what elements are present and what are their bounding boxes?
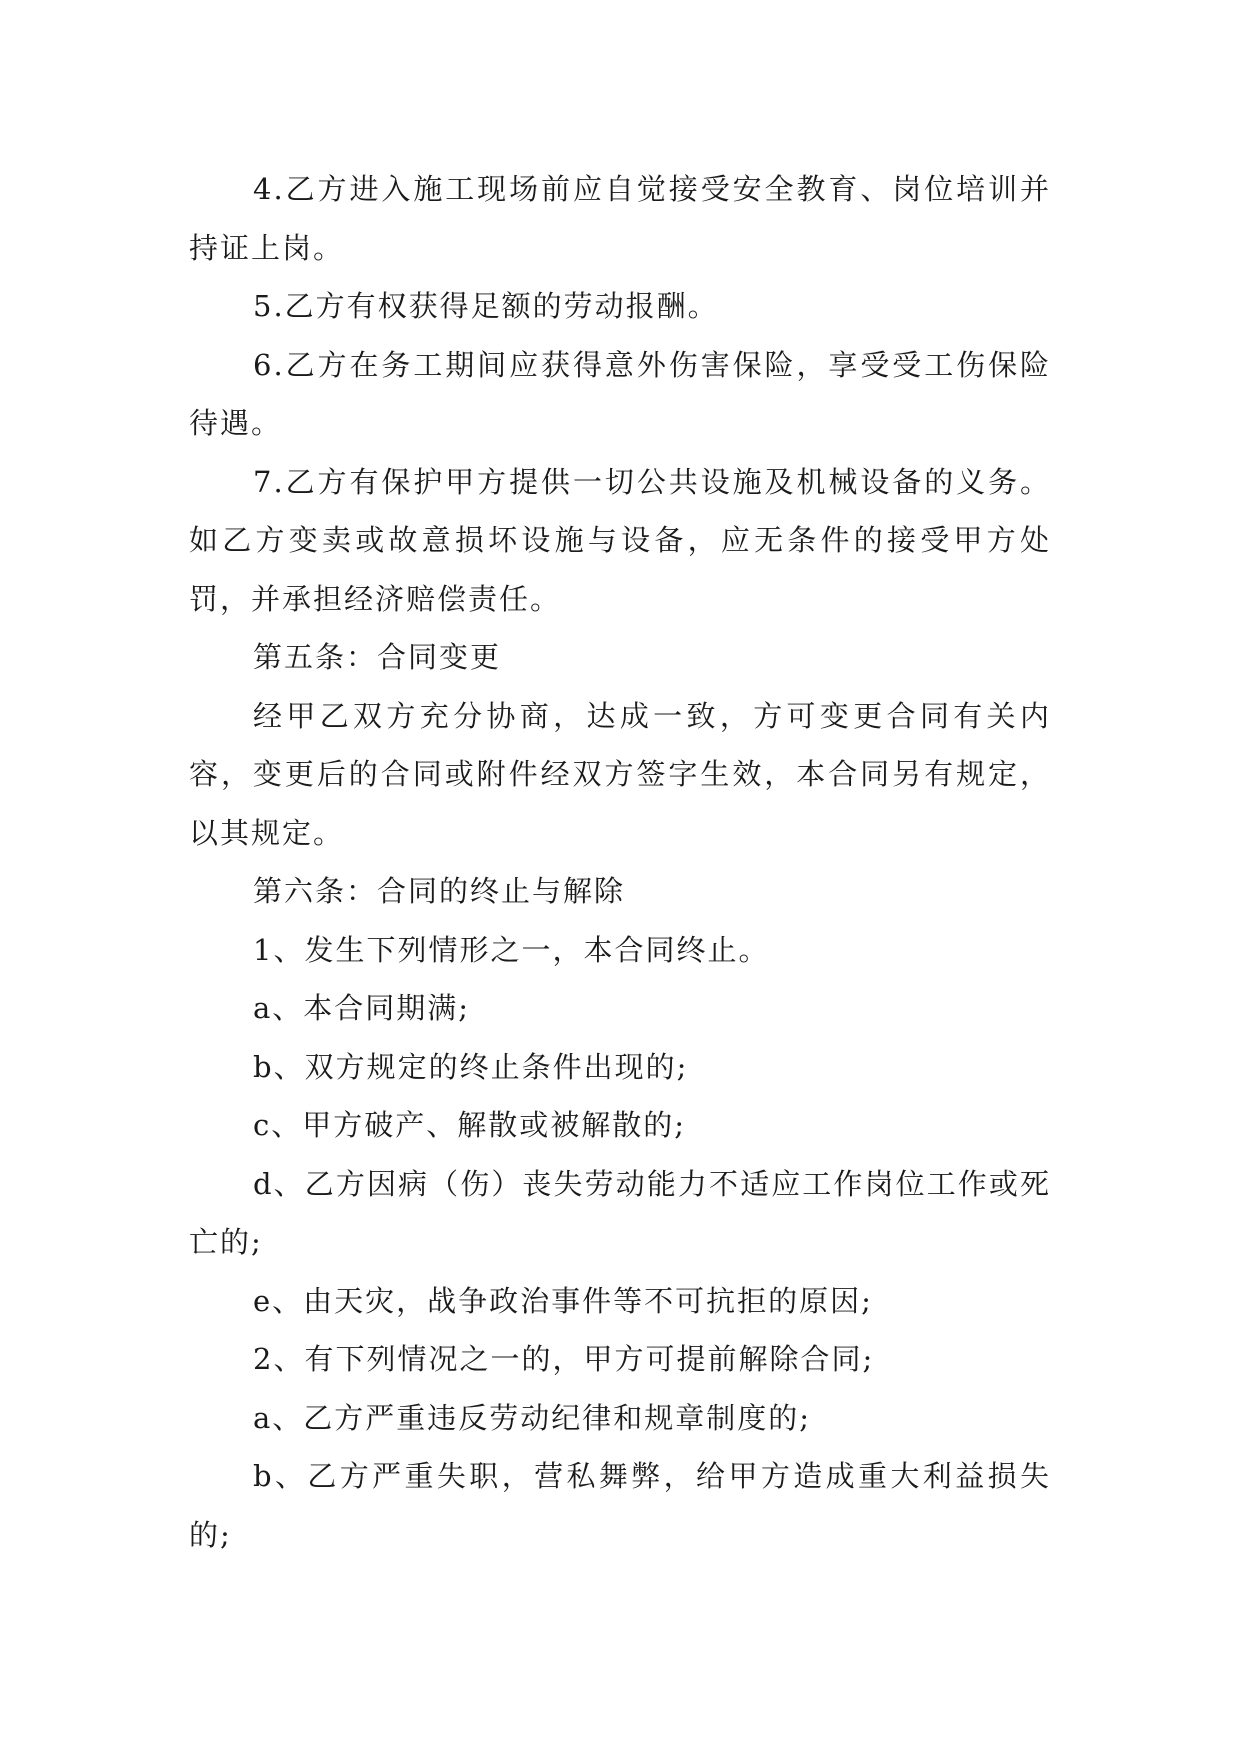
article-6-item-2: 2、有下列情况之一的，甲方可提前解除合同; bbox=[253, 1342, 875, 1376]
article-6-item-1: 1、发生下列情形之一，本合同终止。 bbox=[253, 932, 770, 967]
article-6-item-2b: b、乙方严重失职，营私舞弊，给甲方造成重大利益损失的; bbox=[189, 1459, 1051, 1552]
document-body bbox=[189, 160, 1051, 1564]
article-6-item-1a: a、本合同期满; bbox=[253, 991, 471, 1025]
article-6-heading: 第六条：合同的终止与解除 bbox=[253, 874, 626, 908]
article-5-heading: 第五条：合同变更 bbox=[253, 640, 502, 674]
article-6-item-2a: a、乙方严重违反劳动纪律和规章制度的; bbox=[253, 1400, 812, 1435]
article-5-body: 经甲乙双方充分协商，达成一致，方可变更合同有关内容，变更后的合同或附件经双方签字生效，本合同另有规定，以其规定。 bbox=[189, 698, 1051, 850]
article-6-item-1b: b、双方规定的终止条件出现的; bbox=[253, 1049, 689, 1084]
clause-5-paragraph: 5.乙方有权获得足额的劳动报酬。 bbox=[253, 289, 719, 323]
article-6-item-1e: e、由天灾，战争政治事件等不可抗拒的原因; bbox=[253, 1283, 873, 1318]
article-6-item-1c: c、甲方破产、解散或被解散的; bbox=[253, 1108, 687, 1142]
clause-6-paragraph: 6.乙方在务工期间应获得意外伤害保险，享受受工伤保险待遇。 bbox=[189, 347, 1051, 440]
clause-4-paragraph: 4.乙方进入施工现场前应自觉接受安全教育、岗位培训并持证上岗。 bbox=[189, 172, 1051, 265]
article-6-item-1d: d、乙方因病（伤）丧失劳动能力不适应工作岗位工作或死亡的; bbox=[189, 1166, 1051, 1259]
clause-7-paragraph: 7.乙方有保护甲方提供一切公共设施及机械设备的义务。如乙方变卖或故意损坏设施与设备，应无条件的接受甲方处罚，并承担经济赔偿责任。 bbox=[189, 464, 1051, 616]
